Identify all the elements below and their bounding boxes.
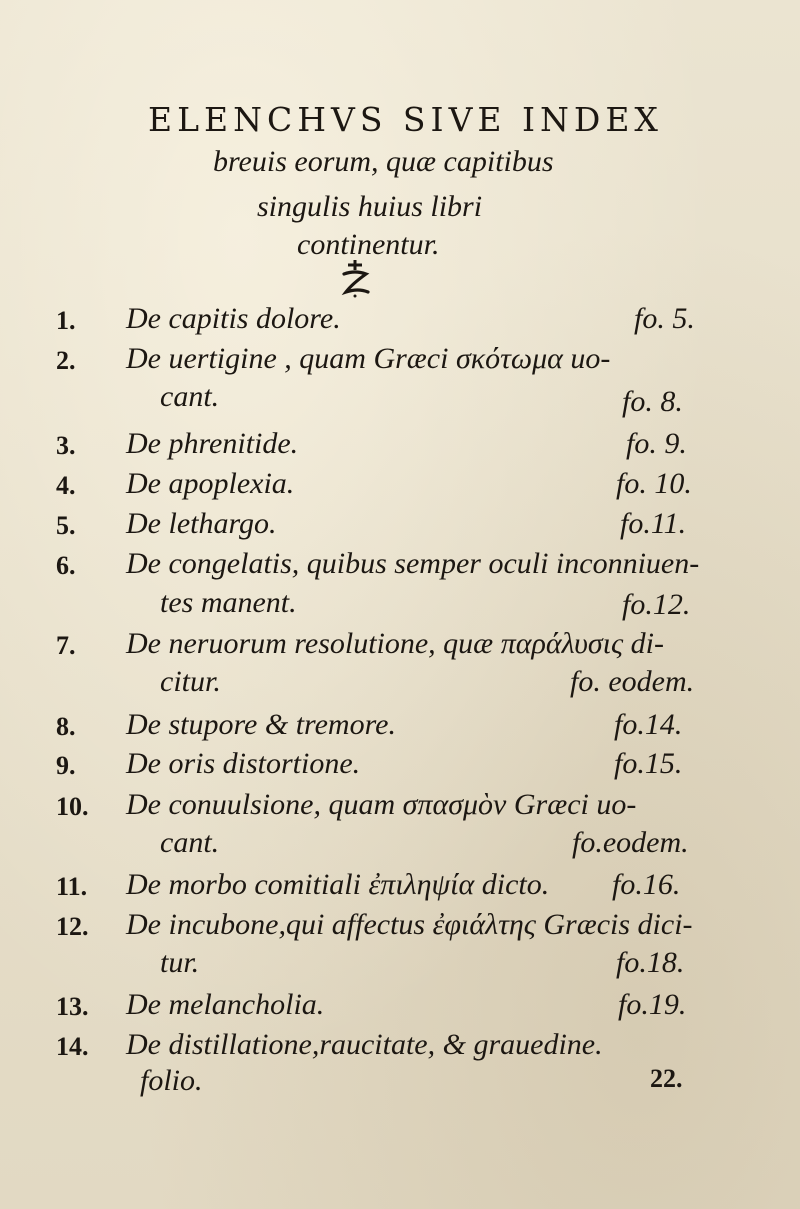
entry-folio: fo.12. [622, 588, 691, 621]
subtitle-line-1: breuis eorum, quæ capitibus [213, 145, 554, 178]
entry-text-continuation: tur. [160, 946, 200, 979]
entry-number: 5. [56, 511, 76, 540]
entry-text: De morbo comitiali ἐπιληψία dicto. [126, 868, 550, 901]
entry-number: 4. [56, 471, 76, 500]
entry-folio: fo. 10. [616, 467, 692, 500]
entry-text: De phrenitide. [126, 427, 299, 460]
entry-text: De capitis dolore. [126, 302, 341, 335]
entry-text: De conuulsione, quam σπασμὸν Græci uo- [126, 788, 637, 821]
entry-text: De congelatis, quibus semper oculi inconniuen- [126, 547, 700, 580]
entry-text-continuation: cant. [160, 380, 220, 413]
entry-folio: fo.18. [616, 946, 685, 979]
subtitle-line-2: singulis huius libri [257, 190, 483, 223]
entry-number: 9. [56, 751, 76, 780]
entry-number: 14. [56, 1032, 89, 1061]
entry-number: 11. [56, 872, 88, 901]
entry-text: De neruorum resolutione, quæ παράλυσις di- [126, 627, 664, 660]
entry-folio: fo. 8. [622, 385, 683, 418]
entry-number: 12. [56, 912, 89, 941]
entry-folio: fo.15. [614, 747, 683, 780]
index-title: ELENCHVS SIVE INDEX [148, 100, 663, 139]
entry-text: De apoplexia. [126, 467, 295, 500]
entry-text-continuation: cant. [160, 826, 220, 859]
entry-number: 13. [56, 992, 89, 1021]
entry-text-continuation: folio. [140, 1064, 203, 1097]
entry-folio: fo.19. [618, 988, 687, 1021]
entry-folio: fo.eodem. [572, 826, 689, 859]
entry-text: De melancholia. [126, 988, 325, 1021]
entry-number: 8. [56, 712, 76, 741]
entry-folio: fo. 5. [634, 302, 695, 335]
entry-folio: fo.11. [620, 507, 687, 540]
entry-number: 3. [56, 431, 76, 460]
entry-folio: 22. [650, 1064, 683, 1093]
entry-number: 6. [56, 551, 76, 580]
entry-text: De stupore & tremore. [126, 708, 396, 741]
entry-text: De uertigine , quam Græci σκότωμα uo- [126, 342, 611, 375]
entry-folio: fo.16. [612, 868, 681, 901]
entry-text: De incubone,qui affectus ἐφιάλτης Græcis dici- [126, 908, 693, 941]
entry-text: De lethargo. [126, 507, 277, 540]
entry-text-continuation: tes manent. [160, 586, 297, 619]
entry-number: 1. [56, 306, 76, 335]
entry-text-continuation: citur. [160, 665, 221, 698]
entry-number: 2. [56, 346, 76, 375]
entry-folio: fo.14. [614, 708, 683, 741]
entry-folio: fo. 9. [626, 427, 687, 460]
entry-folio: fo. eodem. [570, 665, 695, 698]
entry-number: 7. [56, 631, 76, 660]
subtitle-line-3: continentur. [297, 228, 440, 261]
entry-text: De distillatione,raucitate, & grauedine. [126, 1028, 603, 1061]
entry-text: De oris distortione. [126, 747, 361, 780]
entry-number: 10. [56, 792, 89, 821]
